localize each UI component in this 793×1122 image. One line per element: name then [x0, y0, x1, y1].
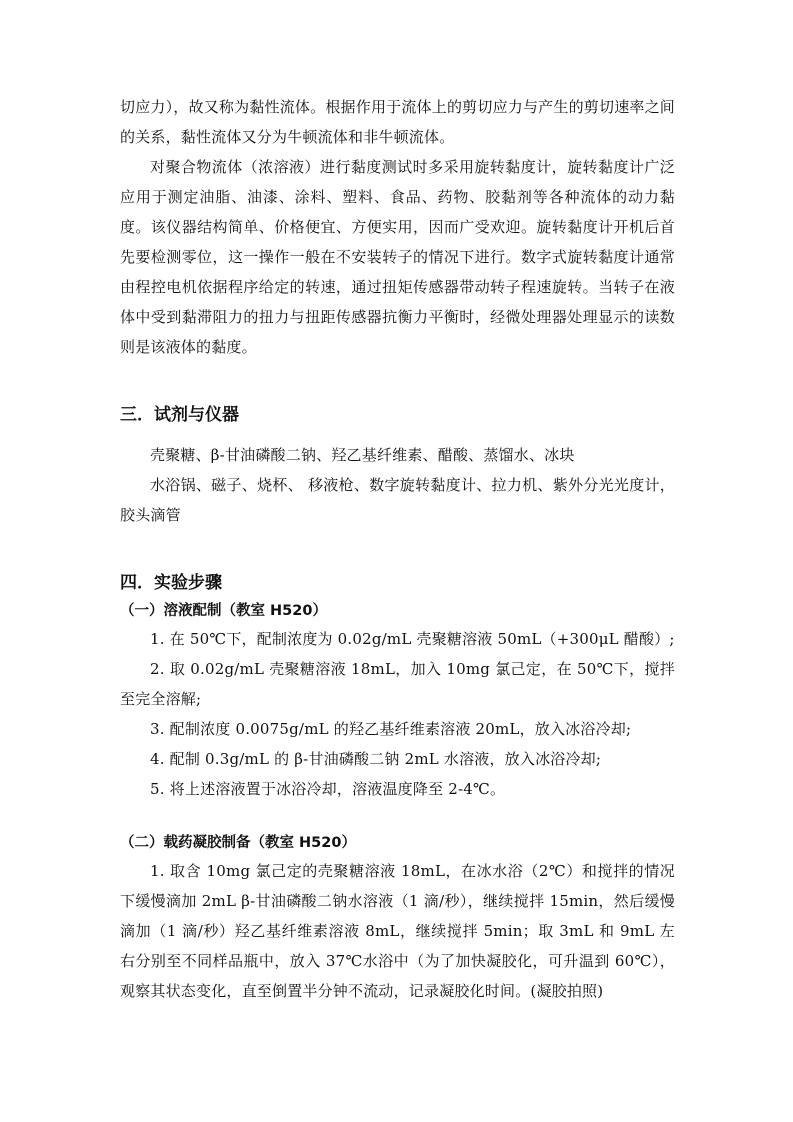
- subsection-2-heading: （二）载药凝胶制备（教室 H520）: [120, 835, 356, 851]
- sub1-step-3: 3. 配制浓度 0.0075g/mL 的羟乙基纤维素溶液 20mL，放入冰浴冷却;: [150, 720, 632, 738]
- instruments-list: 水浴锅、磁子、烧杯、 移液枪、数字旋转黏度计、拉力机、紫外分光光度计，胶头滴管: [120, 476, 675, 524]
- subsection-1-heading: （一）溶液配制（教室 H520）: [120, 603, 327, 619]
- sub1-step-1: 1. 在 50℃下，配制浓度为 0.02g/mL 壳聚糖溶液 50mL（+300μL 醋酸）;: [150, 630, 675, 648]
- sub1-step-4: 4. 配制 0.3g/mL 的 β-甘油磷酸二钠 2mL 水溶液，放入冰浴冷却;: [150, 750, 602, 768]
- sub1-step-2: 2. 取 0.02g/mL 壳聚糖溶液 18mL，加入 10mg 氯己定，在 50℃下，搅拌至完全溶解;: [120, 660, 675, 708]
- section-4-heading: 四．实验步骤: [120, 573, 222, 593]
- section-3-heading: 三．试剂与仪器: [120, 405, 239, 425]
- intro-paragraph-2: 对聚合物流体（浓溶液）进行黏度测试时多采用旋转黏度计，旋转黏度计广泛应用于测定油脂、油漆、涂料、塑料、食品、药物、胶黏剂等各种流体的动力黏度。该仪器结构简单、价格便宜、方便实用，因而广受欢迎。旋转黏度计开机后首先要检测零位，这一操作一般在不安装转子的情况下进行。数字式旋转黏度计通常由程控电机依据程序给定的转速，通过扭矩传感器带动转子程速旋转。当转子在液体中受到黏滞阻力的扭力与扭距传感器抗衡力平衡时，经微处理器处理显示的读数则是该液体的黏度。: [120, 158, 675, 356]
- reagents-list: 壳聚糖、β-甘油磷酸二钠、羟乙基纤维素、醋酸、蒸馏水、冰块: [150, 446, 575, 464]
- sub2-step-1: 1. 取含 10mg 氯己定的壳聚糖溶液 18mL，在冰水浴（2℃）和搅拌的情况下缓慢滴加 2mL β-甘油磷酸二钠水溶液（1 滴/秒），继续搅拌 15min，然后缓慢滴加（1 滴/秒）羟乙基纤维素溶液 8mL，继续搅拌 5min；取 3mL 和 9mL 左右分别至不同样品瓶中，放入 37℃水浴中（为了加快凝胶化，可升温到 60℃），观察其状态变化，直至倒置半分钟不流动，记录凝胶化时间。(凝胶拍照): [120, 862, 675, 1000]
- intro-paragraph-1: 切应力），故又称为黏性流体。根据作用于流体上的剪切应力与产生的剪切速率之间的关系，黏性流体又分为牛顿流体和非牛顿流体。: [120, 98, 675, 146]
- sub1-step-5: 5. 将上述溶液置于冰浴冷却，溶液温度降至 2-4℃。: [150, 780, 506, 798]
- document-body: [120, 92, 675, 1006]
